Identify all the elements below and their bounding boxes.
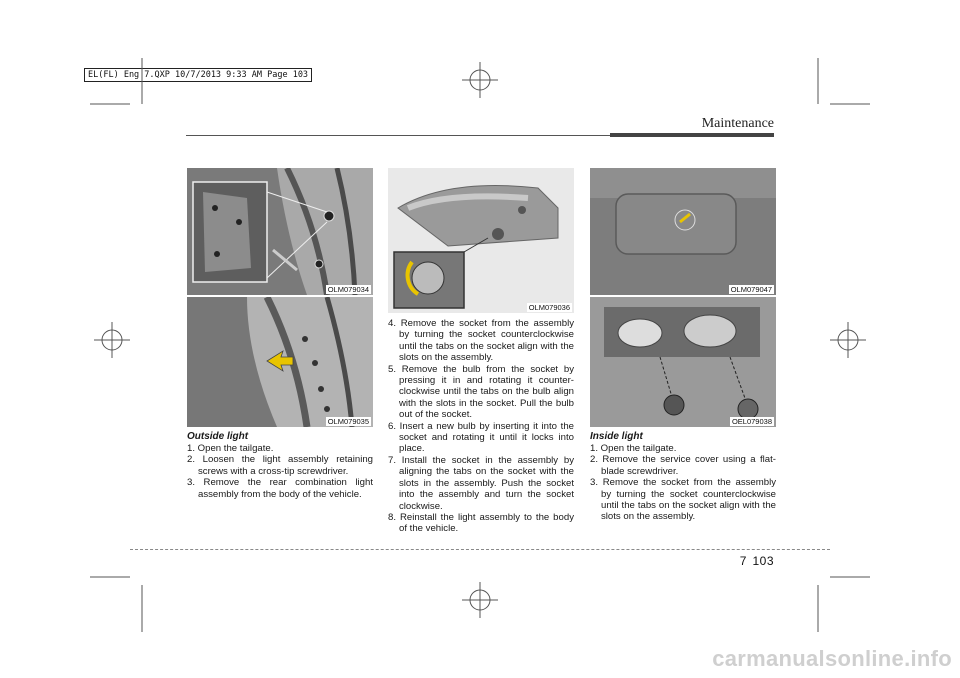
step-item: 8. Reinstall the light assembly to the body of the vehicle. [388,511,574,535]
registration-target-top [462,62,498,98]
inside-light-heading: Inside light [590,431,643,442]
chapter-number: 7 [739,554,747,568]
figure-taillight-screws [187,168,373,295]
step-item: 7. Install the socket in the assembly by aligning the tabs on the socket with the slots in the assembly. Push the socket into the assembly and turn the socket clockwise. [388,454,574,512]
step-item: 1. Open the tailgate. [590,443,677,454]
page-number-value: 103 [752,554,774,568]
step-item: 3. Remove the socket from the assembly by turning the socket counterclockwise until the tabs on the socket align with the slots on the assembly. [590,477,776,523]
figure-inside-socket [590,297,776,427]
figure-code: OLM079035 [327,417,369,426]
figure-remove-assembly [187,297,373,427]
page-number [740,554,774,568]
print-slug: EL(FL) Eng 7.QXP 10/7/2013 9:33 AM Page 103 [84,68,312,82]
section-title: Maintenance [701,116,774,131]
outside-light-heading: Outside light [187,431,249,442]
footer-rule [130,549,830,550]
inside-light-column [590,431,776,523]
figure-code: OLM079047 [730,285,772,294]
step-item: 6. Insert a new bulb by inserting it into the socket and rotating it until it locks into place. [388,420,574,455]
figure-code: OLM079036 [528,303,570,312]
watermark: carmanualsonline.info [712,646,952,671]
step-item: 2. Remove the service cover using a flat-blade screwdriver. [590,454,776,477]
figure-code: OEL079038 [731,417,772,426]
step-item: 4. Remove the socket from the assembly by turning the socket counterclockwise until the tabs on the socket align with the slots on the assembly. [388,318,574,364]
step-item: 3. Remove the rear combination light assembly from the body of the vehicle. [187,477,373,500]
registration-target-right [830,322,866,358]
step-item: 2. Loosen the light assembly retaining screws with a cross-tip screwdriver. [187,454,373,477]
registration-target-bottom [462,582,498,618]
header-rule-accent [610,133,774,137]
figure-socket-removal [388,168,574,313]
outside-light-column [187,431,373,500]
step-item: 5. Remove the bulb from the socket by pressing it in and rotating it counter-clockwise until the tabs on the bulb align with the slots in the socket. Pull the bulb out of the socket. [388,363,574,421]
registration-target-left [94,322,130,358]
figure-service-cover [590,168,776,295]
step-item: 1. Open the tailgate. [187,443,274,454]
outside-light-column-continued [388,318,574,535]
header-rule [186,135,610,136]
figure-code: OLM079034 [327,285,369,294]
